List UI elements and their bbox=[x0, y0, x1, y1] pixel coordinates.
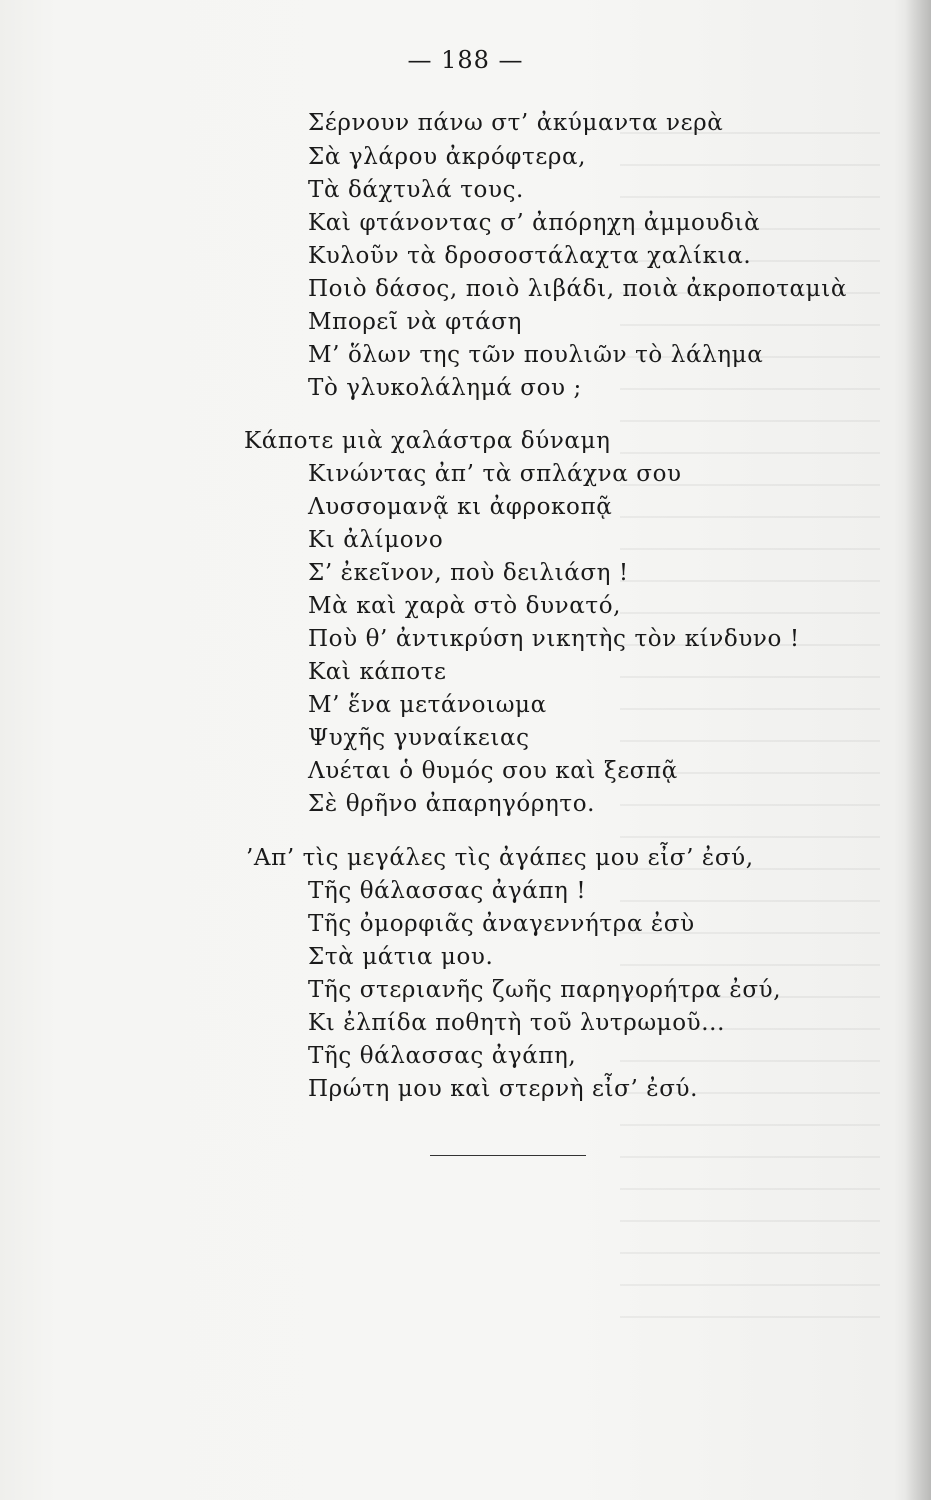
poem-line: Κινώντας ἀπ’ τὰ σπλάχνα σου bbox=[308, 461, 682, 487]
poem-line: Σέρνουν πάνω στ’ ἀκύμαντα νερὰ bbox=[308, 110, 724, 136]
poem-line: Μ’ ὅλων της τῶν πουλιῶν τὸ λάλημα bbox=[308, 342, 764, 368]
poem-line: Τῆς στεριανῆς ζωῆς παρηγορήτρα ἐσύ, bbox=[308, 977, 782, 1003]
poem-line: Ποιὸ δάσος, ποιὸ λιβάδι, ποιὰ ἀκροποταμιὰ bbox=[308, 276, 847, 302]
poem-line: Σ’ ἐκεῖνον, ποὺ δειλιάση ! bbox=[308, 560, 629, 586]
poem-line: Τῆς ὀμορφιᾶς ἀναγεννήτρα ἐσὺ bbox=[308, 911, 695, 937]
poem-line: Σὰ γλάρου ἀκρόφτερα, bbox=[308, 144, 587, 170]
poem-line: Σὲ θρῆνο ἀπαρηγόρητο. bbox=[308, 791, 596, 817]
poem-line: Καὶ φτάνοντας σ’ ἀπόρηχη ἀμμουδιὰ bbox=[308, 210, 761, 236]
poem-line: ’Απ’ τὶς μεγάλες τὶς ἀγάπες μου εἶσ’ ἐσύ, bbox=[246, 845, 754, 871]
poem-line: Τῆς θάλασσας ἀγάπη, bbox=[308, 1043, 577, 1069]
poem-line: Τῆς θάλασσας ἀγάπη ! bbox=[308, 878, 587, 904]
poem-line: Κυλοῦν τὰ δροσοστάλαχτα χαλίκια. bbox=[308, 243, 752, 269]
poem-line: Τὰ δάχτυλά τους. bbox=[308, 177, 524, 203]
poem-line: Στὰ μάτια μου. bbox=[308, 944, 494, 970]
poem-line: Λυσσομανᾷ κι ἀφροκοπᾷ bbox=[308, 494, 613, 520]
page-number: — 188 — bbox=[407, 46, 524, 74]
poem-line: Μπορεῖ νὰ φτάση bbox=[308, 309, 522, 335]
poem-line: Κι ἐλπίδα ποθητὴ τοῦ λυτρωμοῦ... bbox=[308, 1010, 725, 1036]
poem-line: Κάποτε μιὰ χαλάστρα δύναμη bbox=[244, 428, 611, 454]
poem-line: Κι ἀλίμονο bbox=[308, 527, 444, 553]
poem-line: Καὶ κάποτε bbox=[308, 659, 447, 685]
poem-line: Λυέται ὁ θυμός σου καὶ ξεσπᾷ bbox=[308, 758, 678, 784]
poem-line: Τὸ γλυκολάλημά σου ; bbox=[308, 375, 582, 401]
section-end-rule bbox=[430, 1155, 586, 1156]
poem-line: Μ’ ἕνα μετάνοιωμα bbox=[308, 692, 547, 718]
poem-line: Ψυχῆς γυναίκειας bbox=[308, 725, 530, 751]
poem-line: Μὰ καὶ χαρὰ στὸ δυνατό, bbox=[308, 593, 622, 619]
poem-line: Ποὺ θ’ ἀντικρύση νικητὴς τὸν κίνδυνο ! bbox=[308, 626, 800, 652]
poem-line: Πρώτη μου καὶ στερνὴ εἶσ’ ἐσύ. bbox=[308, 1076, 698, 1102]
